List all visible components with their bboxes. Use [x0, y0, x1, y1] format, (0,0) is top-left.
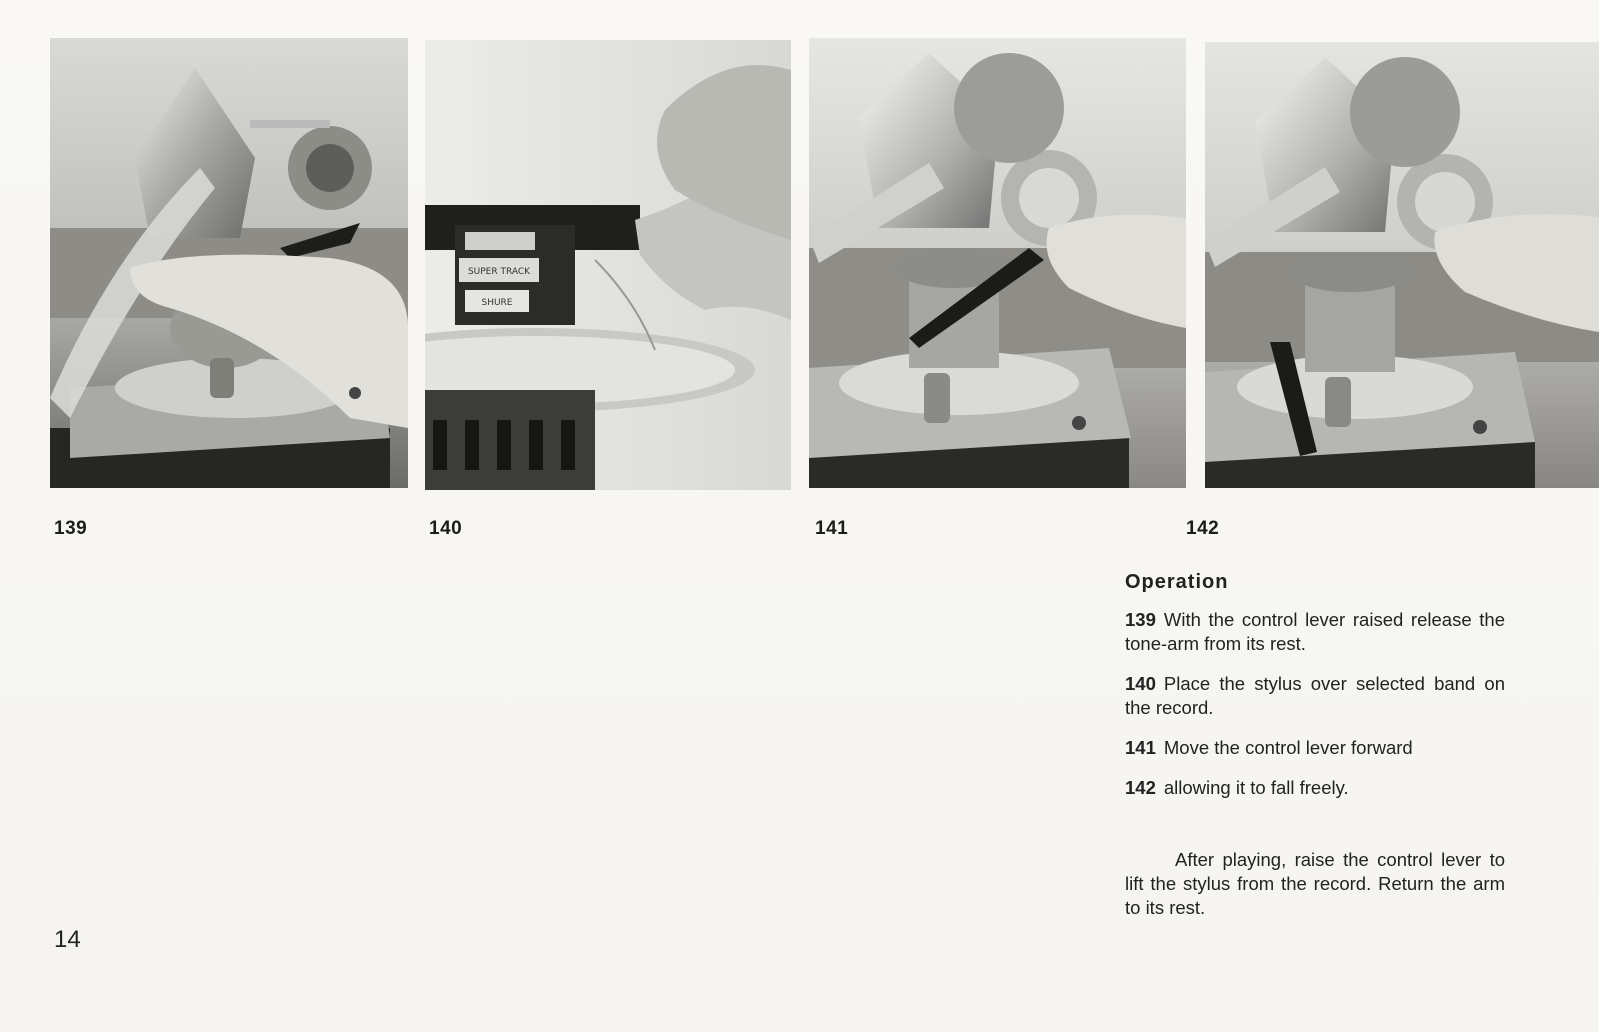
step-number: 140	[1125, 673, 1156, 694]
step-number: 141	[1125, 737, 1156, 758]
cartridge-label-brand: SHURE	[481, 298, 513, 308]
after-playing-paragraph: After playing, raise the control lever to lift the stylus from the record. Return the arm to its rest.	[1125, 849, 1505, 918]
stylus-placement-photo	[425, 40, 791, 490]
figure-number-139: 139	[54, 518, 88, 539]
step-139	[1125, 608, 1505, 656]
section-heading: Operation	[1125, 571, 1229, 593]
control-lever-lowered-photo	[1205, 42, 1599, 488]
photo-140	[425, 40, 791, 490]
page-number: 14	[54, 926, 81, 953]
control-lever-forward-photo	[809, 38, 1186, 488]
step-text: allowing it to fall freely.	[1163, 777, 1349, 798]
step-number: 142	[1125, 777, 1156, 798]
step-text: Place the stylus over selected band on the record.	[1125, 673, 1505, 718]
operation-instructions	[1125, 570, 1505, 939]
figure-number-141: 141	[815, 518, 849, 539]
photo-141	[809, 38, 1186, 488]
photo-139	[50, 38, 408, 488]
step-text: With the control lever raised release the tone-arm from its rest.	[1125, 609, 1505, 654]
step-141	[1125, 736, 1505, 760]
step-text: Move the control lever forward	[1163, 737, 1413, 758]
step-140	[1125, 672, 1505, 720]
step-142	[1125, 776, 1505, 800]
photo-142	[1205, 42, 1599, 488]
figure-number-140: 140	[429, 518, 463, 539]
tonearm-release-photo	[50, 38, 408, 488]
figure-number-142: 142	[1186, 518, 1220, 539]
cartridge-label-top: SUPER TRACK	[467, 267, 531, 277]
step-number: 139	[1125, 609, 1156, 630]
